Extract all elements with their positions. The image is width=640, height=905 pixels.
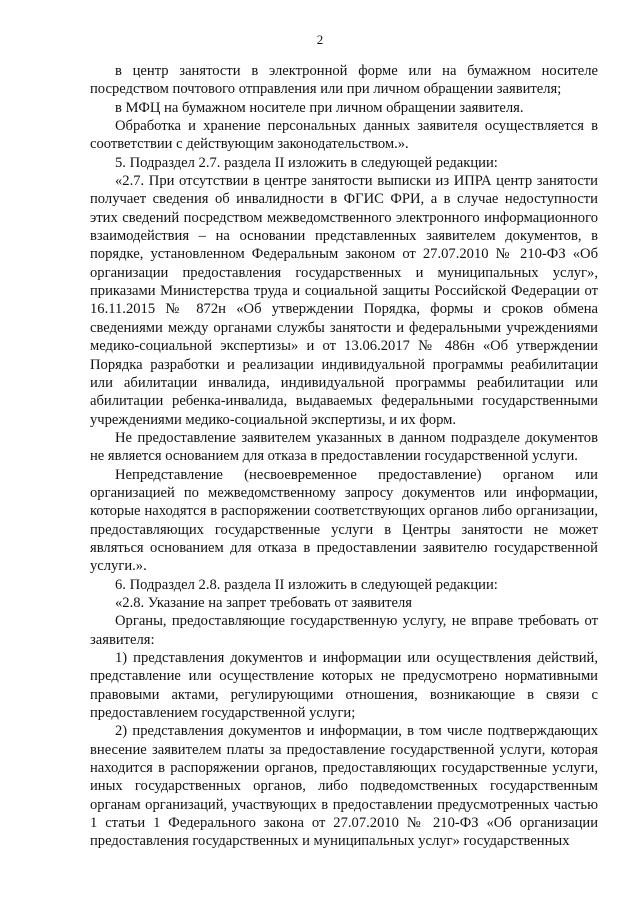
paragraph: Не предоставление заявителем указанных в данном подразделе документов не является основанием для отказа в предоставлении государственной услуги. [90,429,598,465]
paragraph: в центр занятости в электронной форме или на бумажном носителе посредством почтового отправления или при личном обращении заявителя; [90,63,598,98]
paragraph: 5. Подраздел 2.7. раздела II изложить в следующей редакции: [115,154,498,171]
list-item: 2) представления документов и информации, в том числе подтверждающих внесение заявителем платы за предоставление государственной услуги, которая находится в распоряжении органов, предоставляющих государственные услуги, иных государственных органов, либо подведомственных государственным органам организаций, участвующих в предоставлении предусмотренных частью 1 статьи 1 Федерального закона от 27.07.2010 № 210-ФЗ «Об организации предоставления государственных и муниципальных услуг» государственных [90,723,598,850]
paragraph: 6. Подраздел 2.8. раздела II изложить в следующей редакции: [115,576,498,593]
list-item: 1) представления документов и информации или осуществления действий, представление или осуществление которых не предусмотрено нормативными правовыми актами, регулирующими отношения, возникающие в связи с предоставлением государственной услуги; [90,650,598,722]
section-heading: «2.8. Указание на запрет требовать от заявителя [115,594,412,611]
page-number: 2 [316,32,324,47]
paragraph: Органы, предоставляющие государственную услугу, не вправе требовать от заявителя: [90,613,598,648]
paragraph: «2.7. При отсутствии в центре занятости выписки из ИПРА центр занятости получает сведения об инвалидности в ФГИС ФРИ, а в случае недоступности этих сведений посредством межведомственного электронного информационного взаимодействия – на основании представленных заявителем документов, в порядке, установленном Федеральным законом от 27.07.2010 № 210-ФЗ «Об организации предоставления государственных и муниципальных услуг», приказами Министерства труда и социальной защиты Российской Федерации от 16.11.2015 № 872н «Об утверждении Порядка, формы и сроков обмена сведениями между органами службы занятости и федеральными учреждениями медико-социальной экспертизы» и от 13.06.2017 № 486н «Об утверждении Порядка разработки и реализации индивидуальной программы реабилитации или абилитации инвалида, индивидуальной программы реабилитации или абилитации ребенка-инвалида, выдаваемых федеральными государственными учреждениями медико-социальной экспертизы, и их форм. [90,173,598,428]
paragraph: в МФЦ на бумажном носителе при личном обращении заявителя. [115,99,524,116]
document-body [90,62,598,851]
paragraph: Непредставление (несвоевременное предоставление) органом или организацией по межведомственному запросу документов или информации, которые находятся в распоряжении соответствующих органов либо организации, предоставляющих государственные услуги в Центры занятости не может являться основанием для отказа в предоставлении заявителю государственной услуги.». [90,466,598,575]
paragraph: Обработка и хранение персональных данных заявителя осуществляется в соответствии с действующим законодательством.». [90,118,598,153]
